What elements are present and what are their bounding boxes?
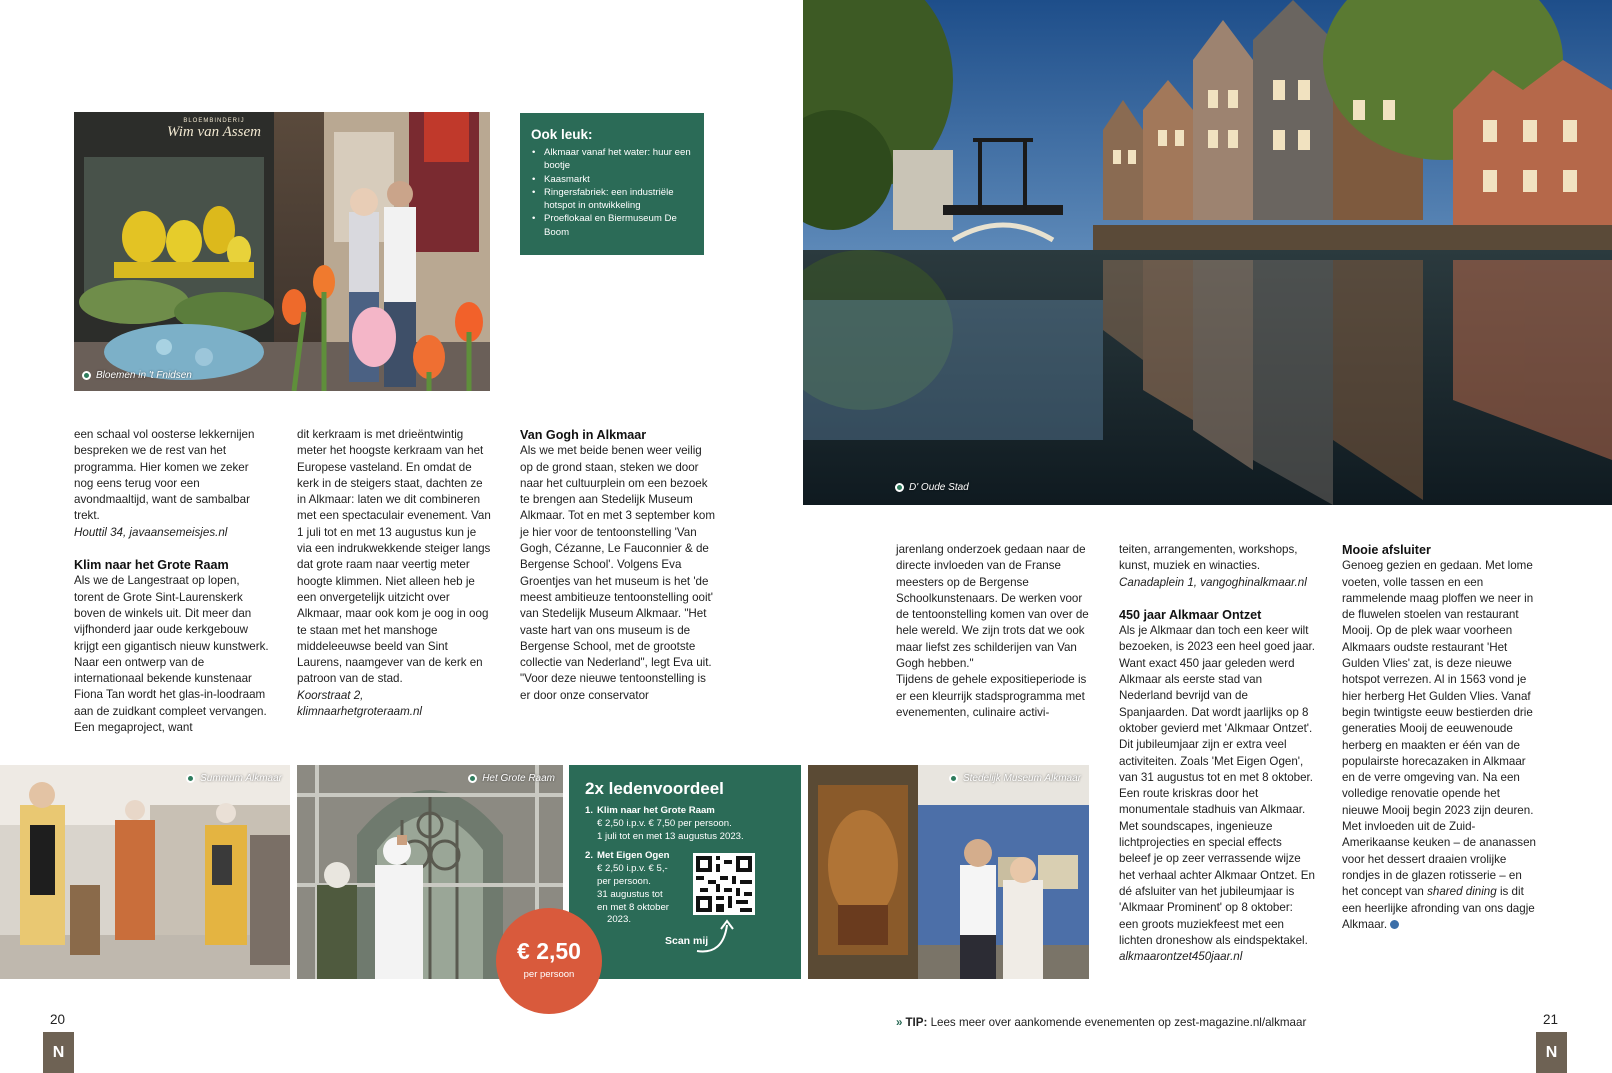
caption-dot-icon — [82, 371, 91, 380]
photo-caption-grote-raam: Het Grote Raam — [468, 773, 555, 784]
photo-caption-museum: Stedelijk Museum Alkmaar — [949, 773, 1081, 784]
address-reference: Houttil 34, javaansemeisjes.nl — [74, 525, 228, 539]
tip-footer — [896, 1016, 1306, 1029]
item-number: 2. — [585, 850, 594, 862]
item-price: € 2,50 i.p.v. € 7,50 per persoon. — [597, 817, 732, 829]
shop-sign-name: Wim van Assem — [167, 124, 261, 140]
website-reference: alkmaarontzet450jaar.nl — [1119, 950, 1243, 964]
ledenvoordeel-box — [569, 765, 801, 979]
item-dates: 2023. — [607, 914, 632, 926]
ook-leuk-item: • Kaasmarkt — [531, 173, 696, 186]
ook-leuk-box — [520, 113, 704, 255]
canal-illustration — [803, 0, 1612, 505]
end-mark-icon — [1390, 920, 1399, 929]
article-text: Als we de Langestraat op lopen, torent de Grote Sint-Laurenskerk boven de winkels uit. Dit meer dan vijfhonderd jaar oude kerkgebouw krijgt een gigantisch nieuw kunstwerk. Naar een ontwerp van de internationaal bekende kunstenaar Fiona Tan wordt het glas-in-loodraam aan de zuidkant compleet vervangen. Een megaproject, want — [74, 574, 269, 735]
right-column-2 — [1119, 542, 1315, 965]
summum-illustration — [0, 765, 290, 979]
item-dates: 1 juli tot en met 13 augustus 2023. — [597, 830, 744, 842]
right-column-1 — [896, 542, 1092, 721]
caption-dot-icon — [186, 774, 195, 783]
ook-leuk-item: • Ringersfabriek: een industriële hotspot in ontwikkeling — [531, 186, 696, 213]
article-text: een schaal vol oosterse lekkernijen bespreken we de rest van het programma. Hier komen we zeker nog eens terug voor een avondmaaltijd, want de sambalbar trekt. — [74, 428, 255, 523]
ook-leuk-item: • Proeflokaal en Biermuseum De Boom — [531, 212, 696, 239]
article-text: Genoeg gezien en gedaan. Met lome voeten, volle tassen en een rammelende maag ploffen we neer in de fluwelen stoelen van restaurant Mooij. Op de plek waar voorheen Alkmaars oudste restaurant 'Het Gulden Vlies' zat, is deze nieuwe hotspot verrezen. Al in 1563 vond je hier herberg Het Gulden Vlies. Vanaf begin twintigste eeuw bestierden drie generaties Mooij de eeuwenoude herberg en maakten er één van de populairste horecazaken in Alkmaar en de verre omgeving van. Na een volledige renovatie opende het nieuwe Mooij begin 2023 zijn deuren. Met invloeden uit de Zuid-Amerikaanse keuken – de ananassen voor het dessert draaien vrolijke rondjes in de glazen rotisserie – en het concept van shared dining is dit een heerlijke afronding van ons dagje Alkmaar. — [1342, 559, 1537, 931]
photo-museum — [808, 765, 1089, 979]
tip-text[interactable]: Lees meer over aankomende evenementen op zest-magazine.nl/alkmaar — [930, 1016, 1307, 1029]
caption-dot-icon — [895, 483, 904, 492]
item-price: € 2,50 i.p.v. € 5,- — [597, 863, 668, 875]
left-column-1 — [74, 427, 270, 736]
item-dates: 31 augustus tot — [597, 888, 663, 900]
ledenvoordeel-title: 2x ledenvoordeel — [585, 779, 724, 798]
photo-canal — [803, 0, 1612, 505]
qr-code[interactable] — [693, 853, 755, 915]
photo-flower-shop — [74, 112, 490, 391]
article-text: Als we met beide benen weer veilig op de grond staan, steken we door naar het cultuurplein om een bezoek te brengen aan Stedelijk Museum Alkmaar. Tot en met 3 september kom je hier voor de tentoonstelling 'Van Gogh, Cézanne, Le Fauconnier & de Bergense School'. Volgens Eva Groentjes van het museum is het 'de meest ambitieuze tentoonstelling ooit' van Stedelijk Museum Alkmaar. "Het vaste hart van ons museum is de Bergense School, met de grootste collectie van Nederland", legt Eva uit. "Voor deze nieuwe tentoonstelling is er door onze conservator — [520, 444, 716, 702]
badge-subtitle: per persoon — [523, 969, 575, 980]
ook-leuk-list — [531, 146, 696, 239]
left-column-2 — [297, 427, 493, 720]
section-heading: Klim naar het Grote Raam — [74, 558, 229, 573]
page-number-left: 20 — [50, 1012, 66, 1027]
magazine-logo-left: N — [43, 1032, 74, 1073]
scan-arrow-icon — [693, 917, 743, 957]
section-heading: Van Gogh in Alkmaar — [520, 428, 647, 442]
photo-caption-canal: D' Oude Stad — [895, 482, 969, 493]
emphasis-text: shared dining — [1427, 885, 1497, 899]
ook-leuk-item: • Alkmaar vanaf het water: huur een bootje — [531, 146, 696, 173]
photo-caption-flowers: Bloemen in 't Fnidsen — [82, 370, 192, 381]
address-reference: Canadaplein 1, vangoghinalkmaar.nl — [1119, 575, 1307, 589]
double-chevron-icon: » — [896, 1016, 903, 1029]
page-number-right: 21 — [1543, 1012, 1559, 1027]
museum-illustration — [808, 765, 1089, 979]
qr-code-icon — [696, 856, 752, 912]
shop-sign-subtitle: BLOEMBINDERIJ — [183, 118, 245, 124]
flower-shop-illustration — [74, 112, 490, 391]
photo-summum — [0, 765, 290, 979]
magazine-logo-right: N — [1536, 1032, 1567, 1073]
left-column-3 — [520, 427, 716, 704]
photo-caption-summum: Summum Alkmaar — [186, 773, 282, 784]
ook-leuk-title: Ook leuk: — [531, 127, 593, 142]
section-heading: Mooie afsluiter — [1342, 543, 1431, 557]
article-text: jarenlang onderzoek gedaan naar de directe invloeden van de Franse meesters op de Bergense Schoolkunstenaars. De werken voor de tentoonstelling komen van over de hele wereld. We zijn trots dat we ook maar liefst zes schilderijen van Van Gogh hebben." — [896, 543, 1089, 671]
item-number: 1. — [585, 805, 594, 816]
caption-dot-icon — [949, 774, 958, 783]
article-text: teiten, arrangementen, workshops, kunst, muziek en winacties. — [1119, 543, 1298, 573]
website-reference: klimnaarhetgroteraam.nl — [297, 705, 423, 719]
right-column-3 — [1342, 542, 1538, 933]
article-text: Tijdens de gehele expositieperiode is er een kleurrijk stadsprogramma met evenementen, culinaire activi- — [896, 673, 1087, 719]
caption-dot-icon — [468, 774, 477, 783]
tip-label: TIP: — [905, 1016, 928, 1029]
shop-sign — [154, 118, 274, 141]
item-title: Klim naar het Grote Raam — [597, 805, 715, 816]
item-dates: en met 8 oktober — [597, 901, 669, 913]
price-badge — [496, 908, 602, 1014]
item-price-unit: per persoon. — [597, 875, 651, 887]
section-heading: 450 jaar Alkmaar Ontzet — [1119, 607, 1262, 622]
item-title: Met Eigen Ogen — [597, 850, 670, 862]
article-text: dit kerkraam is met drieëntwintig meter het hoogste kerkraam van het Europese vasteland. En omdat de kerk in de steigers staat, dachten ze in Alkmaar: laten we dit combineren met een spectaculair evenement. Van 1 juli tot en met 13 augustus kun je via een indrukwekkende steiger langs dat grote raam naar veertig meter hoogte klimmen. Niet alleen heb je een onvergetelijk uitzicht over Alkmaar, maar ook kom je oog in oog te staan met het manshoge middeleeuwse beeld van Sint Laurens, naamgever van de kerk en patroon van de stad. — [297, 428, 491, 686]
article-text: Als je Alkmaar dan toch een keer wilt bezoeken, is 2023 een heel goed jaar. Want exact 450 jaar geleden werd Alkmaar als eerste stad van Nederland bevrijd van de Spanjaarden. Dat wordt jaarlijks op 8 oktober gevierd met 'Alkmaar Ontzet'. Dit jubileumjaar zijn er extra veel activiteiten. Zoals 'Met Eigen Ogen', van 31 augustus tot en met 8 oktober. Een route kriskras door het monumentale stadhuis van Alkmaar. Met soundscapes, ingenieuze lichtprojecties en special effects beleef je op zeer verrassende wijze het verhaal achter Alkmaar Ontzet. En dé afsluiter van het jubileumjaar is 'Alkmaar Prominent' op 8 oktober: een groots muziekfeest met een lichten droneshow als eindspektakel. — [1119, 624, 1315, 947]
ledenvoordeel-item-1 — [585, 805, 801, 843]
scan-label: Scan mij — [665, 935, 709, 947]
badge-price: € 2,50 — [517, 938, 581, 964]
address-reference: Koorstraat 2, — [297, 688, 364, 702]
